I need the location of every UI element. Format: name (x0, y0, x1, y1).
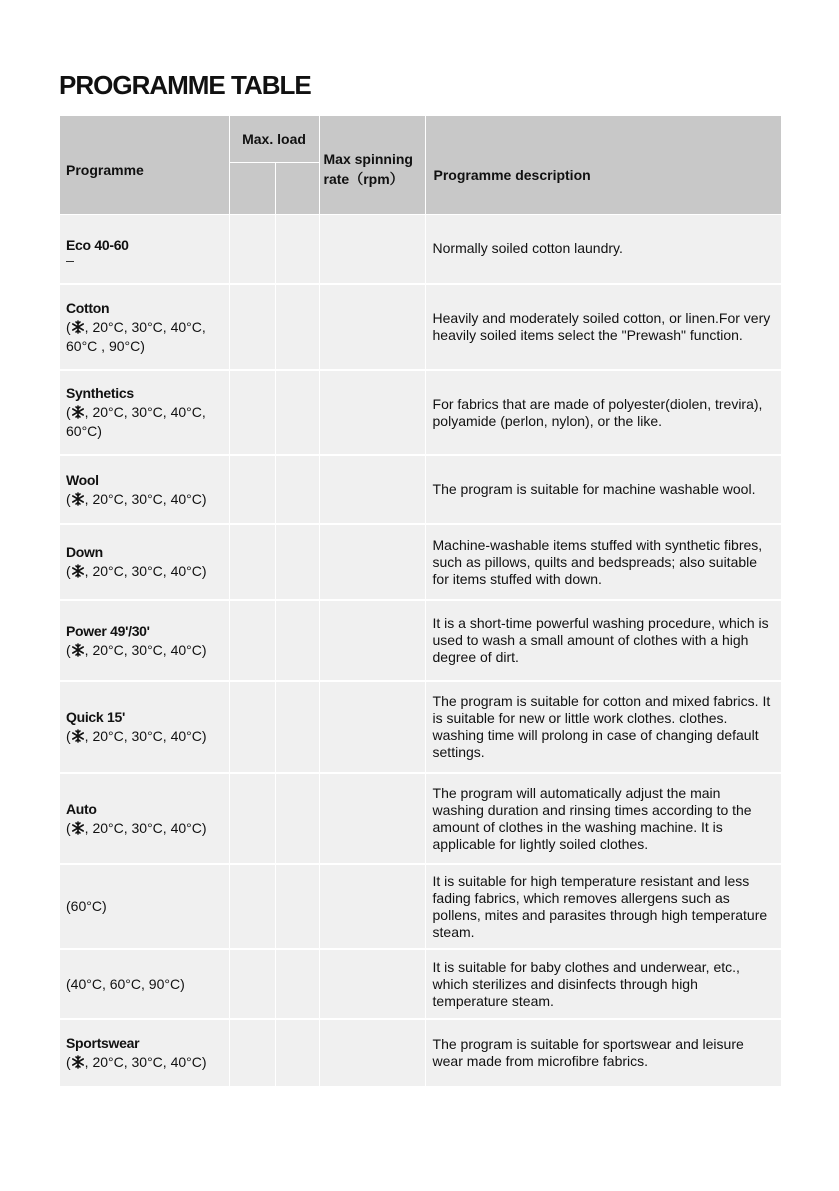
table-row (60, 1019, 781, 1087)
spin-cell (319, 214, 425, 284)
programme-name: Eco 40-60 (66, 236, 129, 253)
table-row (60, 284, 781, 370)
programme-cell (60, 524, 229, 600)
load-cell-1 (229, 681, 275, 773)
programme-description: For fabrics that are made of polyester(diolen, trevira), polyamide (perlon, nylon), or the like. (425, 370, 781, 455)
programme-temperatures: ( , 20°C, 30°C, 40°C) (66, 490, 207, 507)
programme-name: Power 49'/30' (66, 622, 150, 639)
header-description: Programme description (425, 116, 781, 214)
programme-cell (60, 773, 229, 864)
table-row (60, 681, 781, 773)
programme-table (60, 116, 782, 1088)
programme-cell (60, 681, 229, 773)
spin-cell (319, 1019, 425, 1087)
load-cell-1 (229, 864, 275, 949)
load-cell-2 (275, 284, 319, 370)
programme-cell (60, 600, 229, 681)
load-cell-2 (275, 455, 319, 524)
dash-mark (66, 261, 74, 262)
programme-temperatures: (60°C) (66, 898, 107, 914)
snowflake-icon (71, 821, 85, 835)
programme-name: Cotton (66, 299, 110, 316)
snowflake-icon (71, 492, 85, 506)
programme-temperatures: (40°C, 60°C, 90°C) (66, 975, 185, 992)
snowflake-icon (71, 1055, 85, 1069)
page-title: PROGRAMME TABLE (59, 70, 311, 100)
load-cell-1 (229, 773, 275, 864)
load-cell-1 (229, 214, 275, 284)
spin-cell (319, 773, 425, 864)
load-cell-2 (275, 214, 319, 284)
programme-cell (60, 370, 229, 455)
programme-cell (60, 455, 229, 524)
programme-temperatures: ( , 20°C, 30°C, 40°C) (66, 728, 207, 744)
snowflake-icon (71, 564, 85, 578)
load-cell-1 (229, 455, 275, 524)
snowflake-icon (71, 405, 85, 419)
programme-cell (60, 214, 229, 284)
table-row (60, 773, 781, 864)
programme-description: The program is suitable for machine washable wool. (425, 455, 781, 524)
load-cell-2 (275, 773, 319, 864)
programme-cell (60, 1019, 229, 1087)
programme-temperatures: ( , 20°C, 30°C, 40°C) (66, 1054, 207, 1070)
programme-name: Down (66, 544, 103, 560)
header-max-spin: Max spinning rate（rpm） (319, 116, 425, 214)
programme-temperatures: ( , 20°C, 30°C, 40°C, 60°C) (66, 404, 206, 439)
spin-cell (319, 600, 425, 681)
spin-cell (319, 284, 425, 370)
programme-name: Wool (66, 471, 99, 488)
programme-name: Auto (66, 800, 97, 817)
programme-description: It is a short-time powerful washing procedure, which is used to wash a small amount of clothes with a high degree of dirt. (425, 600, 781, 681)
table-row (60, 370, 781, 455)
programme-description: The program will automatically adjust the main washing duration and rinsing times according to the amount of clothes in the washing machine. It is applicable for lightly soiled clothes. (425, 773, 781, 864)
load-cell-1 (229, 949, 275, 1019)
header-programme: Programme (60, 116, 229, 214)
programme-name: Quick 15' (66, 709, 125, 725)
programme-cell (60, 864, 229, 949)
table-row (60, 949, 781, 1019)
programme-name: Sportswear (66, 1035, 140, 1051)
load-cell-1 (229, 284, 275, 370)
programme-description: Normally soiled cotton laundry. (425, 214, 781, 284)
spin-cell (319, 864, 425, 949)
header-load-unit-2 (275, 162, 319, 214)
programme-cell (60, 949, 229, 1019)
load-cell-1 (229, 370, 275, 455)
programme-description: The program is suitable for cotton and mixed fabrics. It is suitable for new or little work clothes. clothes. washing time will prolong in case of changing default settings. (425, 681, 781, 773)
load-cell-2 (275, 370, 319, 455)
table-row (60, 214, 781, 284)
load-cell-2 (275, 864, 319, 949)
table-row (60, 524, 781, 600)
programme-temperatures: ( , 20°C, 30°C, 40°C, 60°C , 90°C) (66, 318, 206, 354)
spin-cell (319, 524, 425, 600)
load-cell-1 (229, 1019, 275, 1087)
header-max-load: Max. load (229, 116, 319, 162)
programme-description: Machine-washable items stuffed with synthetic fibres, such as pillows, quilts and bedspreads; also suitable for items stuffed with down. (425, 524, 781, 600)
load-cell-1 (229, 524, 275, 600)
programme-description: The program is suitable for sportswear and leisure wear made from microfibre fabrics. (425, 1019, 781, 1087)
load-cell-2 (275, 949, 319, 1019)
programme-temperatures: ( , 20°C, 30°C, 40°C) (66, 563, 207, 579)
spin-cell (319, 455, 425, 524)
header-load-unit-1 (229, 162, 275, 214)
programme-cell (60, 284, 229, 370)
load-cell-2 (275, 1019, 319, 1087)
spin-cell (319, 370, 425, 455)
load-cell-2 (275, 681, 319, 773)
snowflake-icon (71, 643, 85, 657)
table-row (60, 864, 781, 949)
load-cell-2 (275, 524, 319, 600)
snowflake-icon (71, 729, 85, 743)
spin-cell (319, 949, 425, 1019)
load-cell-2 (275, 600, 319, 681)
programme-name: Synthetics (66, 385, 134, 401)
programme-temperatures: ( , 20°C, 30°C, 40°C) (66, 641, 207, 658)
programme-description: Heavily and moderately soiled cotton, or linen.For very heavily soiled items select the "Prewash" function. (425, 284, 781, 370)
table-row (60, 455, 781, 524)
snowflake-icon (71, 320, 85, 334)
programme-description: It is suitable for baby clothes and underwear, etc., which sterilizes and disinfects through high temperature steam. (425, 949, 781, 1019)
spin-cell (319, 681, 425, 773)
programme-temperatures: ( , 20°C, 30°C, 40°C) (66, 819, 207, 836)
table-row (60, 600, 781, 681)
load-cell-1 (229, 600, 275, 681)
programme-description: It is suitable for high temperature resistant and less fading fabrics, which removes allergens such as pollens, mites and parasites through high temperature steam. (425, 864, 781, 949)
